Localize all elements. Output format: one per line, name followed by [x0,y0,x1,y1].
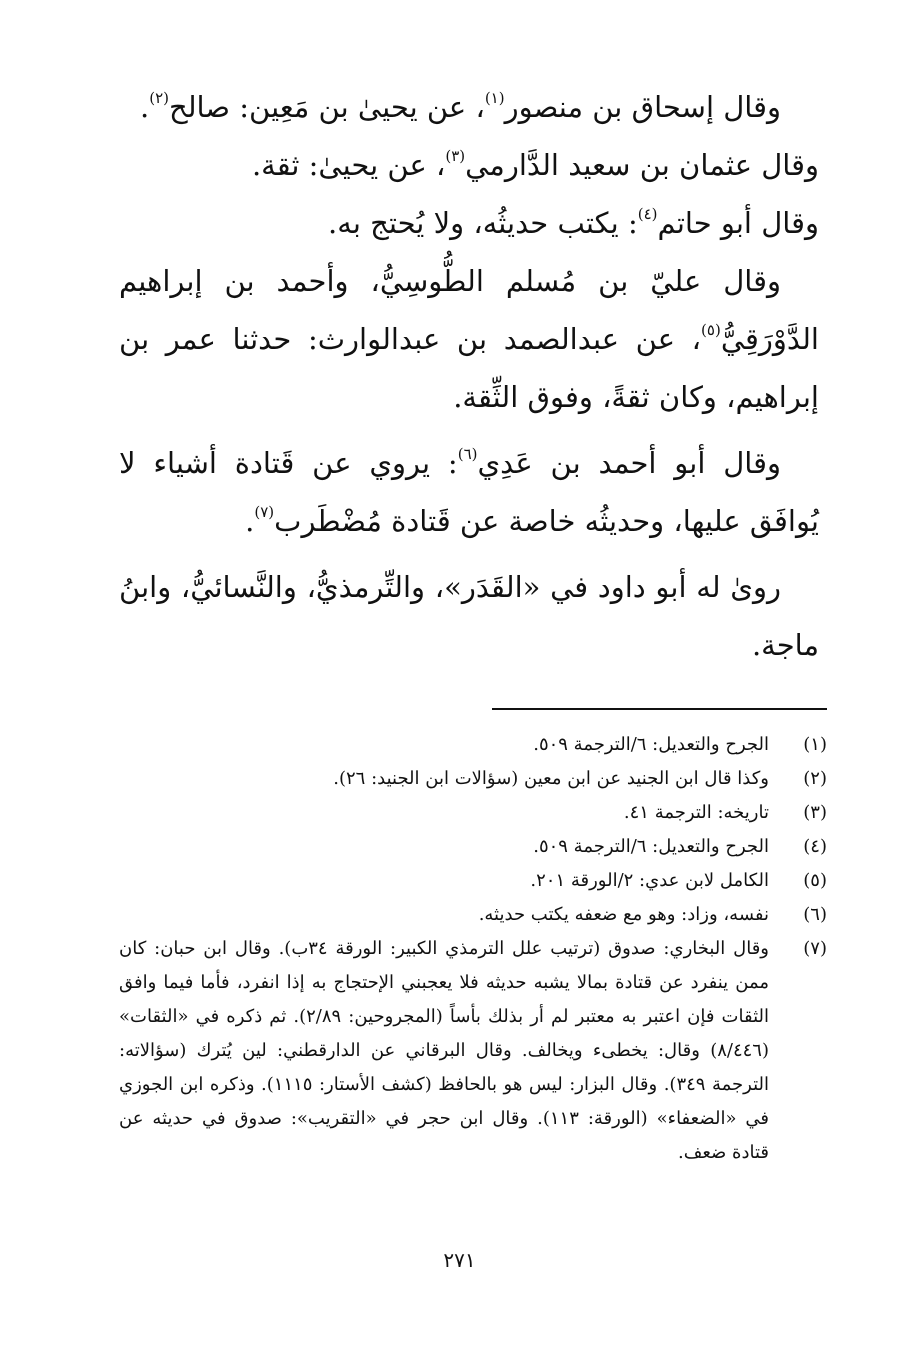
footnote-text: الجرح والتعديل: ٦/الترجمة ٥٠٩. [533,734,769,755]
footnote-ref-4[interactable]: (٤) [637,205,658,223]
text-run: وقال أبو أحمد بن عَدِي [477,446,781,480]
footnote-number: (٥) [803,870,827,891]
text-run: . [139,90,150,124]
text-run: ، عن يحيىٰ بن مَعِين: صالح [168,90,485,124]
footnote-ref-3[interactable]: (٣) [445,147,466,165]
footnote-ref-2[interactable]: (٢) [149,89,169,107]
text-run: ، عن عبدالصمد بن عبدالوارث: حدثنا عمر بن إبراهيم، وكان ثقةً، وفوق الثِّقة. [119,322,819,414]
footnotes [119,728,827,1170]
footnote-number: (٣) [803,802,827,823]
footnote-number: (٧) [803,938,827,959]
footnote-4 [119,830,827,864]
text-run: : يروي عن قَتادة أشياء لا يُوافَق عليها، وحديثُه خاصة عن قَتادة مُضْطَرب [119,446,819,538]
footnote-number: (١) [803,734,827,755]
paragraph-4 [119,558,819,674]
footnote-number: (٤) [803,836,827,857]
footnote-ref-7[interactable]: (٧) [254,503,275,521]
text-run: وقال إسحاق بن منصور [504,90,781,124]
footnote-ref-6[interactable]: (٦) [457,445,478,463]
footnote-7 [119,932,827,1170]
text-run: روىٰ له أبو داود في «القَدَر»، والتِّرمذيُّ، والنَّسائيُّ، وابنُ ماجة. [119,570,819,662]
page-number: ٢٧١ [443,1248,476,1272]
footnote-1 [119,728,827,762]
footnote-text: وكذا قال ابن الجنيد عن ابن معين (سؤالات ابن الجنيد: ٢٦). [333,768,769,789]
paragraph-2 [119,252,819,426]
text-run: وقال عليّ بن مُسلم الطُّوسِيُّ، وأحمد بن إبراهيم الدَّوْرَقِيُّ [119,264,819,356]
footnote-divider [492,708,827,710]
footnote-2 [119,762,827,796]
footnote-3 [119,796,827,830]
footnote-6 [119,898,827,932]
paragraph-3 [119,434,819,550]
main-text [119,78,819,682]
footnote-text: وقال البخاري: صدوق (ترتيب علل الترمذي الكبير: الورقة ٣٤ب). وقال ابن حبان: كان ممن ينفرد عن قتادة بمالا يشبه حديثه فلا يعجبني الإحتجاج به إذا انفرد، فأما فيما وافق الثقات فإن اعتبر به معتبر لم أر بذلك بأساً (المجروحين: ٢/٨٩). ثم ذكره في «الثقات» (٨/٤٤٦) وقال: يخطىء ويخالف. وقال البرقاني عن الدارقطني: لين يُترك (سؤالاته: الترجمة ٣٤٩). وقال البزار: ليس هو بالحافظ (كشف الأستار: ١١١٥). وذكره ابن الجوزي في «الضعفاء» (الورقة: ١١٣). وقال ابن حجر في «التقريب»: صدوق في حديثه عن قتادة ضعف. [119,938,770,1163]
footnote-ref-5[interactable]: (٥) [701,321,721,339]
footnote-text: الجرح والتعديل: ٦/الترجمة ٥٠٩. [533,836,769,857]
text-run: . [245,504,255,538]
footnote-number: (٢) [803,768,827,789]
paragraph-1 [119,78,819,252]
footnote-text: نفسه، وزاد: وهو مع ضعفه يكتب حديثه. [478,904,769,925]
text-run: وقال أبو حاتم [657,206,819,240]
text-run: : يكتب حديثُه، ولا يُحتج به. [328,206,638,240]
footnote-number: (٦) [803,904,827,925]
text-run: وقال عثمان بن سعيد الدَّارمي [465,148,819,182]
footnote-text: الكامل لابن عدي: ٢/الورقة ٢٠١. [530,870,769,891]
text-run: ، عن يحيىٰ: ثقة. [251,148,446,182]
footnote-5 [119,864,827,898]
footnote-ref-1[interactable]: (١) [484,89,505,107]
footnote-text: تاريخه: الترجمة ٤١. [623,802,769,823]
